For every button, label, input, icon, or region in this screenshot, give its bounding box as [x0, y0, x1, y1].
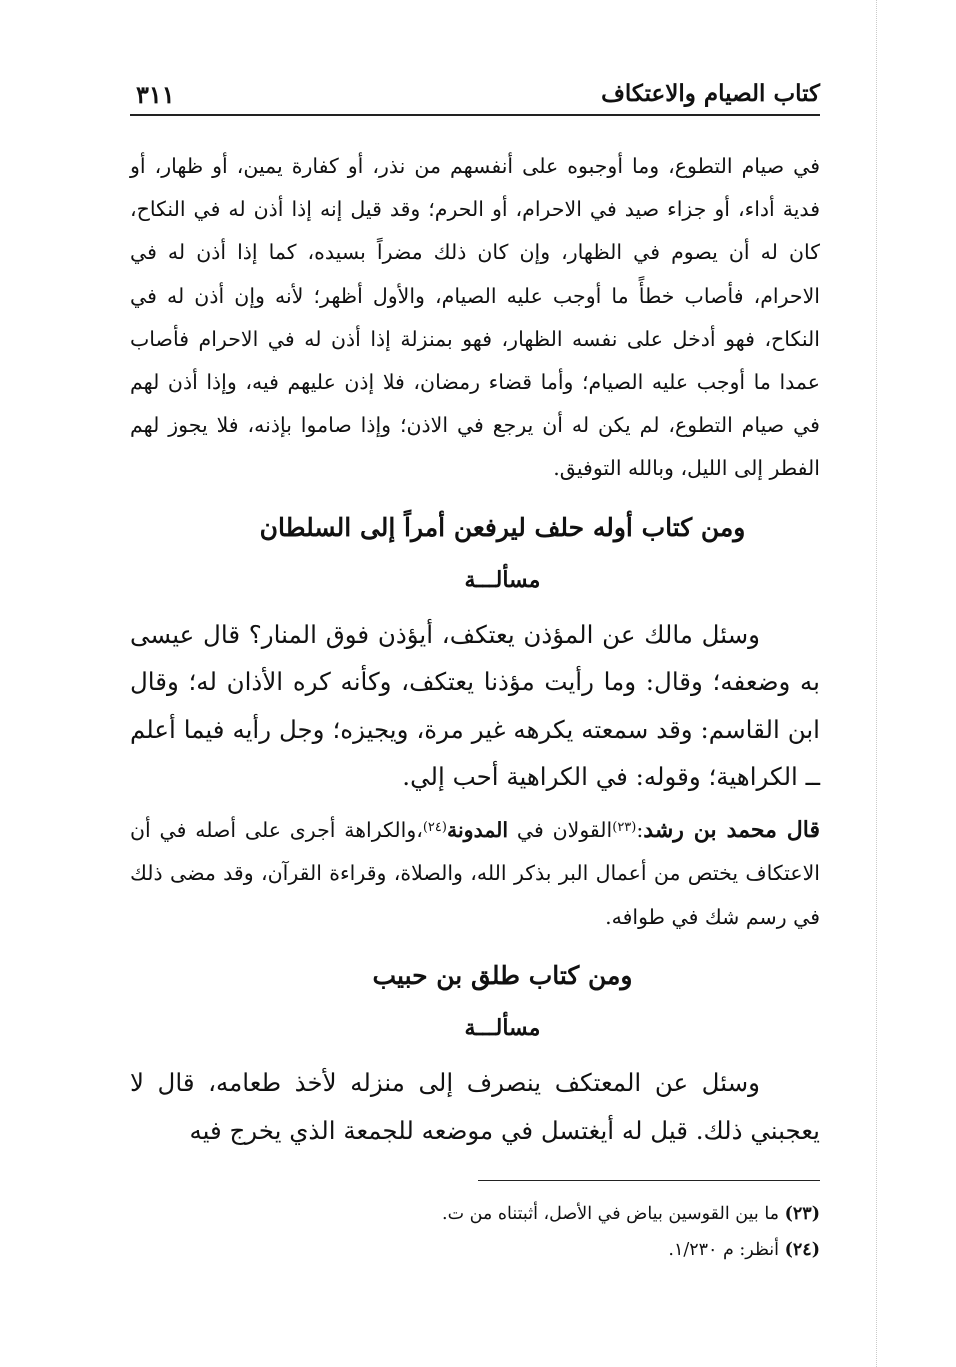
footnote-rule: [478, 1180, 820, 1181]
section-heading-talaq: ومن كتاب طلق بن حبيب: [372, 961, 633, 991]
footnote-text: أنظر: م ١/٢٣٠.: [668, 1240, 780, 1260]
page-number: ٣١١: [136, 80, 175, 109]
footnote-text: ما بين القوسين بياض في الأصل، أثبتناه من ت.: [442, 1204, 780, 1224]
section-heading-sultan: ومن كتاب أوله حلف ليرفعن أمراً إلى السلطان: [259, 512, 746, 542]
footnote-number: (٢٣): [784, 1204, 820, 1224]
note-ref-23[interactable]: (٢٣): [612, 819, 637, 835]
paragraph-tatawwu: في صيام التطوع، وما أوجبوه على أنفسهم من نذر، أو كفارة يمين، أو ظهار، أو فدية أداء، أو جزاء صيد في الاحرام، أو الحرم؛ وقد قيل إنه إذا أذن له في النكاح، كان له أن يصوم في الظهار، وإن كان ذلك مضراً بسيده، كما إذا أذن له في الاحرام، فأصاب خطأً ما أوجب عليه الصيام، والأول أظهر؛ لأنه وإن أذن له في النكاح، فهو أدخل على نفسه الظهار، فهو بمنزلة إذا أذن له في الاحرام فأصاب عمدا ما أوجب عليه الصيام؛ وأما قضاء رمضان، فلا إذن عليهم فيه، وإذا أذن لهم في صيام التطوع، لم يكن له أن يرجع في الاذن؛ وإذا صاموا بإذنه، فلا يجوز لهم الفطر إلى الليل، وبالله التوفيق.: [130, 154, 820, 481]
footnote-23: [130, 1196, 820, 1232]
footnotes: [130, 1196, 820, 1268]
paragraph-mutakif: وسئل عن المعتكف ينصرف إلى منزله لأخذ طعامه، قال لا يعجبني ذلك. قيل له أيغتسل في موضعه للجمعة الذي يخرج فيه: [130, 1068, 820, 1145]
ruling-text-b: ،والكراهة أجرى على أصله في أن الاعتكاف يختص من أعمال البر بذكر الله، والصلاة، وقراءة القرآن، وقد مضى ذلك في رسم شك في طوافه.: [130, 817, 820, 929]
masala-title-2: مسألـــة: [464, 1015, 541, 1042]
page-edge-line: [876, 0, 877, 1367]
header-rule: [130, 114, 820, 116]
ruling-text-a: القولان في: [516, 817, 613, 842]
footnote-number: (٢٤): [784, 1240, 820, 1260]
paragraph-ibn-rushd: قال محمد بن رشد:$^{(٢٣)}$القولان في المدونة$^{(٢٤)}$،والكراهة أجرى على أصله في أن الاعتكاف يختص من أعمال البر بذكر الله، والصلاة، وقراءة القرآن، وقد مضى ذلك في رسم شك في طوافه.: [130, 816, 820, 929]
main-text: [130, 145, 820, 1154]
note-ref-24[interactable]: (٢٤): [422, 819, 447, 835]
footnote-24: [130, 1232, 820, 1268]
running-title: كتاب الصيام والاعتكاف: [601, 80, 820, 107]
source-name: المدونة: [446, 817, 509, 842]
paragraph-muezzin: وسئل مالك عن المؤذن يعتكف، أيؤذن فوق المنار؟ قال عيسى به وضعفه؛ وقال: وما رأيت مؤذنا يعتكف، وكأنه كره الأذان له؛ وقال ابن القاسم: وقد سمعته يكرهه غير مرة، ويجيزه؛ وجل رأيه فيما أعلم ــ الكراهية؛ وقوله: في الكراهية أحب إلي.: [130, 619, 820, 792]
speaker-name: قال محمد بن رشد: [643, 816, 820, 843]
masala-title-1: مسألـــة: [464, 566, 541, 593]
page-header: [130, 78, 820, 118]
